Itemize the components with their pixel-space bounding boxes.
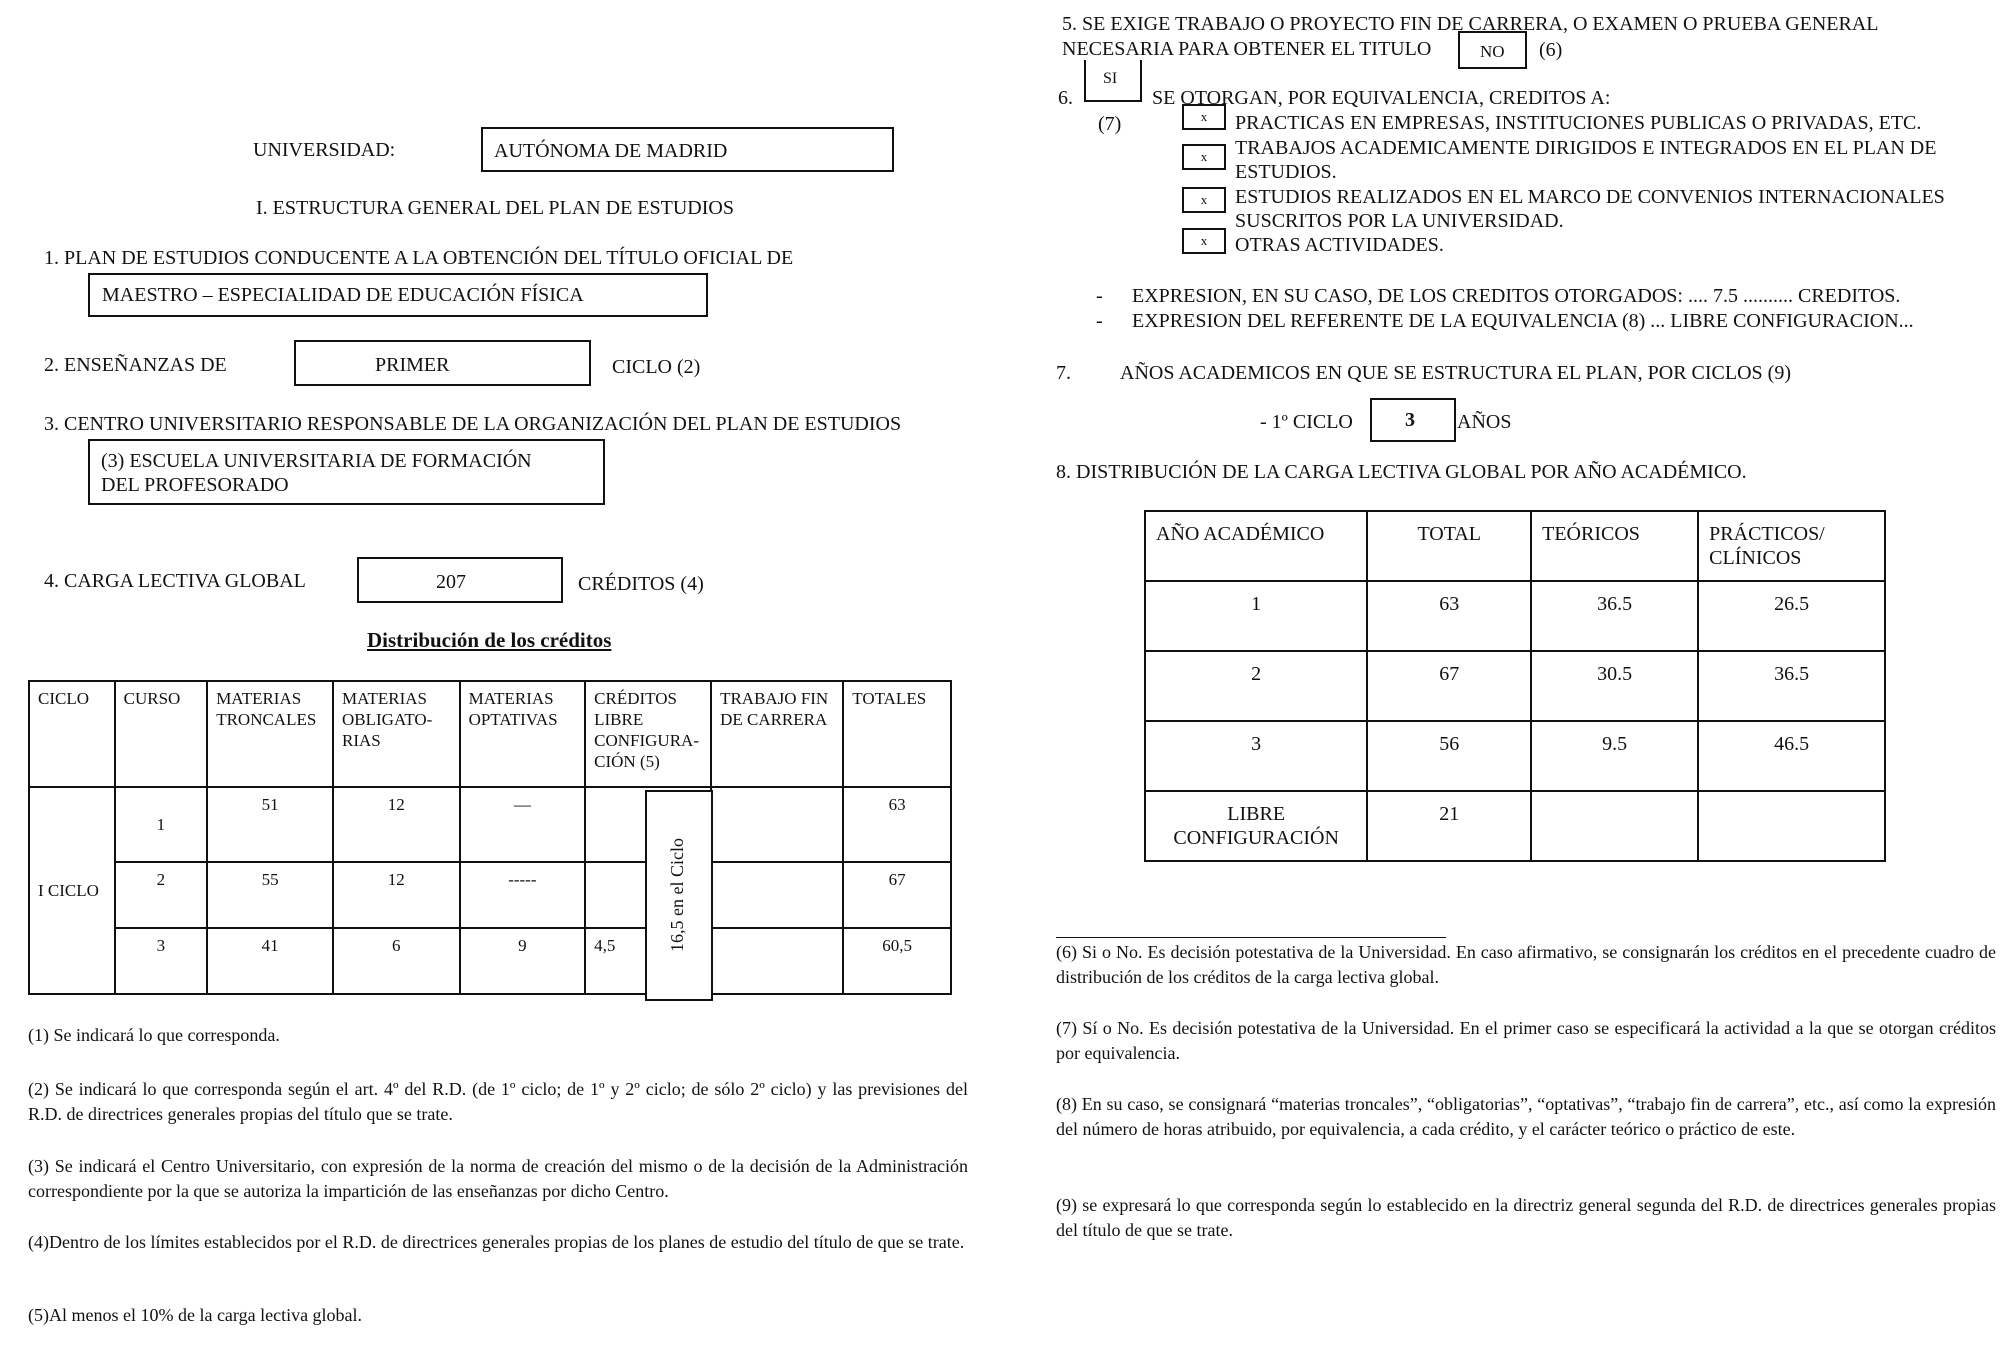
cell-trabajo bbox=[711, 787, 843, 862]
header-curso: CURSO bbox=[115, 681, 208, 787]
cell-curso: 1 bbox=[115, 787, 208, 862]
footnote-5: (5)Al menos el 10% de la carga lectiva global. bbox=[28, 1305, 363, 1325]
footnote-2: (2) Se indicará lo que corresponda según el art. 4º del R.D. (de 1º ciclo; de 1º y 2º ciclo; de sólo 2º ciclo) y las previsiones del R.D. de directrices generales propias del título que se trate. bbox=[28, 1079, 968, 1124]
checkbox-practicas: x bbox=[1182, 104, 1226, 130]
cell-totales: 60,5 bbox=[843, 928, 951, 994]
table-row bbox=[29, 787, 951, 862]
footnote-7: (7) Sí o No. Es decisión potestativa de la Universidad. En el primer caso se especificará la actividad a la que se otorgan créditos por equivalencia. bbox=[1056, 1018, 1996, 1063]
cell-curso: 2 bbox=[115, 862, 208, 928]
cell-total: 63 bbox=[1367, 581, 1531, 651]
cell-optativas: — bbox=[460, 787, 586, 862]
section-title: I. ESTRUCTURA GENERAL DEL PLAN DE ESTUDIOS bbox=[256, 197, 734, 219]
footnote-separator bbox=[1056, 937, 1446, 938]
item8-text: 8. DISTRIBUCIÓN DE LA CARGA LECTIVA GLOBAL POR AÑO ACADÉMICO. bbox=[1056, 461, 1747, 483]
cell-year: 3 bbox=[1145, 721, 1367, 791]
cell-totales: 67 bbox=[843, 862, 951, 928]
table-header-row bbox=[1145, 511, 1885, 581]
item7-number: 7. bbox=[1056, 362, 1071, 384]
header-optativas: MATERIAS OPTATIVAS bbox=[460, 681, 586, 787]
table-row bbox=[29, 928, 951, 994]
item2-suffix: CICLO (2) bbox=[612, 356, 701, 378]
footnote-9: (9) se expresará lo que corresponda según lo establecido en la directriz general segunda del R.D. de directrices generales propias del título de que se trate. bbox=[1056, 1195, 1996, 1240]
item1-value: MAESTRO – ESPECIALIDAD DE EDUCACIÓN FÍSICA bbox=[102, 284, 584, 306]
cell-troncales: 51 bbox=[207, 787, 333, 862]
header-troncales: MATERIAS TRONCALES bbox=[207, 681, 333, 787]
cell-year: 2 bbox=[1145, 651, 1367, 721]
expression-referente: EXPRESION DEL REFERENTE DE LA EQUIVALENCIA (8) ... LIBRE CONFIGURACION... bbox=[1132, 310, 1914, 332]
item4-value: 207 bbox=[436, 571, 466, 593]
cell-totales: 63 bbox=[843, 787, 951, 862]
cell-optativas: 9 bbox=[460, 928, 586, 994]
cell-teoricos: 36.5 bbox=[1531, 581, 1698, 651]
item1-label: 1. PLAN DE ESTUDIOS CONDUCENTE A LA OBTENCIÓN DEL TÍTULO OFICIAL DE bbox=[44, 247, 794, 269]
universidad-label: UNIVERSIDAD: bbox=[253, 139, 396, 161]
header-teoricos: TEÓRICOS bbox=[1531, 511, 1698, 581]
header-ciclo: CICLO bbox=[29, 681, 115, 787]
header-practicos: PRÁCTICOS/ CLÍNICOS bbox=[1698, 511, 1885, 581]
cell-trabajo bbox=[711, 928, 843, 994]
table-row bbox=[1145, 651, 1885, 721]
item2-value: PRIMER bbox=[375, 354, 450, 376]
checkbox-trabajos: x bbox=[1182, 144, 1226, 170]
item5-note: (6) bbox=[1539, 39, 1563, 61]
cell-total: 21 bbox=[1367, 791, 1531, 861]
item2-label: 2. ENSEÑANZAS DE bbox=[44, 354, 227, 376]
cell-year: 1 bbox=[1145, 581, 1367, 651]
cell-practicos: 36.5 bbox=[1698, 651, 1885, 721]
cell-curso: 3 bbox=[115, 928, 208, 994]
footnote-1: (1) Se indicará lo que corresponda. bbox=[28, 1025, 280, 1045]
option-trabajos-line1: TRABAJOS ACADEMICAMENTE DIRIGIDOS E INTEGRADOS EN EL PLAN DE bbox=[1235, 137, 1937, 159]
table-row bbox=[1145, 791, 1885, 861]
table-row bbox=[29, 862, 951, 928]
cell-libre: 4,5 bbox=[585, 928, 711, 994]
table-row bbox=[1145, 581, 1885, 651]
option-convenios-line2: SUSCRITOS POR LA UNIVERSIDAD. bbox=[1235, 210, 1564, 232]
item3-value-line2: DEL PROFESORADO bbox=[101, 474, 289, 496]
item7-text: AÑOS ACADEMICOS EN QUE SE ESTRUCTURA EL PLAN, POR CICLOS (9) bbox=[1120, 362, 1791, 384]
header-total: TOTAL bbox=[1367, 511, 1531, 581]
cell-practicos: 26.5 bbox=[1698, 581, 1885, 651]
header-totales: TOTALES bbox=[843, 681, 951, 787]
item5-line2: NECESARIA PARA OBTENER EL TITULO bbox=[1062, 38, 1432, 60]
cell-teoricos bbox=[1531, 791, 1698, 861]
checkbox-convenios: x bbox=[1182, 187, 1226, 213]
expression-credits: EXPRESION, EN SU CASO, DE LOS CREDITOS OTORGADOS: .... 7.5 .......... CREDITOS. bbox=[1132, 285, 1901, 307]
header-libre: CRÉDITOS LIBRE CONFIGURA-CIÓN (5) bbox=[585, 681, 711, 787]
item4-suffix: CRÉDITOS (4) bbox=[578, 573, 704, 595]
item7-ciclo-label: - 1º CICLO bbox=[1260, 411, 1353, 433]
dash-marker-1: - bbox=[1096, 285, 1103, 307]
universidad-value: AUTÓNOMA DE MADRID bbox=[494, 140, 728, 162]
cell-teoricos: 9.5 bbox=[1531, 721, 1698, 791]
item6-note: (7) bbox=[1098, 113, 1122, 135]
cell-ciclo: I CICLO bbox=[29, 787, 115, 994]
checkbox-otras: x bbox=[1182, 228, 1226, 254]
cell-optativas: ----- bbox=[460, 862, 586, 928]
item7-suffix: AÑOS bbox=[1457, 411, 1512, 433]
table-row bbox=[1145, 721, 1885, 791]
item6-number: 6. bbox=[1058, 87, 1073, 109]
item7-value: 3 bbox=[1405, 409, 1415, 431]
cell-teoricos: 30.5 bbox=[1531, 651, 1698, 721]
header-year: AÑO ACADÉMICO bbox=[1145, 511, 1367, 581]
cell-obligatorias: 12 bbox=[333, 862, 460, 928]
year-distribution-table bbox=[1144, 510, 1886, 862]
distribution-title: Distribución de los créditos bbox=[367, 628, 612, 652]
cell-troncales: 55 bbox=[207, 862, 333, 928]
footnote-6: (6) Si o No. Es decisión potestativa de la Universidad. En caso afirmativo, se consignarán los créditos en el precedente cuadro de distribución de los créditos de la carga lectiva global. bbox=[1056, 942, 1996, 987]
cell-total: 67 bbox=[1367, 651, 1531, 721]
option-otras-line1: OTRAS ACTIVIDADES. bbox=[1235, 234, 1444, 256]
option-practicas-line1: PRACTICAS EN EMPRESAS, INSTITUCIONES PUBLICAS O PRIVADAS, ETC. bbox=[1235, 112, 1922, 134]
item3-label: 3. CENTRO UNIVERSITARIO RESPONSABLE DE LA ORGANIZACIÓN DEL PLAN DE ESTUDIOS bbox=[44, 413, 902, 435]
option-convenios-line1: ESTUDIOS REALIZADOS EN EL MARCO DE CONVENIOS INTERNACIONALES bbox=[1235, 186, 1945, 208]
table-header-row bbox=[29, 681, 951, 787]
cell-obligatorias: 12 bbox=[333, 787, 460, 862]
cell-obligatorias: 6 bbox=[333, 928, 460, 994]
item4-label: 4. CARGA LECTIVA GLOBAL bbox=[44, 570, 306, 592]
item5-line1: 5. SE EXIGE TRABAJO O PROYECTO FIN DE CARRERA, O EXAMEN O PRUEBA GENERAL bbox=[1062, 13, 1879, 35]
header-obligatorias: MATERIAS OBLIGATO-RIAS bbox=[333, 681, 460, 787]
footnote-4: (4)Dentro de los límites establecidos por el R.D. de directrices generales propias de los planes de estudio del título de que se trate. bbox=[28, 1232, 965, 1252]
cell-trabajo bbox=[711, 862, 843, 928]
libre-configuracion-ciclo-text: 16,5 en el Ciclo bbox=[667, 838, 687, 952]
cell-total: 56 bbox=[1367, 721, 1531, 791]
cell-year: LIBRE CONFIGURACIÓN bbox=[1145, 791, 1367, 861]
cell-practicos: 46.5 bbox=[1698, 721, 1885, 791]
option-trabajos-line2: ESTUDIOS. bbox=[1235, 161, 1337, 183]
cell-practicos bbox=[1698, 791, 1885, 861]
item6-si-label: SI bbox=[1103, 70, 1118, 87]
header-trabajo: TRABAJO FIN DE CARRERA bbox=[711, 681, 843, 787]
footnote-3: (3) Se indicará el Centro Universitario, con expresión de la norma de creación del mismo o de la decisión de la Administración correspondiente por la que se autoriza la impartición de las enseñanzas por dicho Centro. bbox=[28, 1156, 968, 1201]
item6-text: SE OTORGAN, POR EQUIVALENCIA, CREDITOS A: bbox=[1152, 87, 1611, 109]
credits-distribution-table bbox=[28, 680, 952, 995]
cell-troncales: 41 bbox=[207, 928, 333, 994]
footnote-8: (8) En su caso, se consignará “materias troncales”, “obligatorias”, “optativas”, “trabajo fin de carrera”, etc., así como la expresión del número de horas atribuido, por equivalencia, a cada crédito, y el carácter teórico o práctico de este. bbox=[1056, 1094, 1996, 1139]
dash-marker-2: - bbox=[1096, 310, 1103, 332]
item3-value-line1: (3) ESCUELA UNIVERSITARIA DE FORMACIÓN bbox=[101, 450, 532, 472]
item5-value: NO bbox=[1480, 42, 1505, 61]
